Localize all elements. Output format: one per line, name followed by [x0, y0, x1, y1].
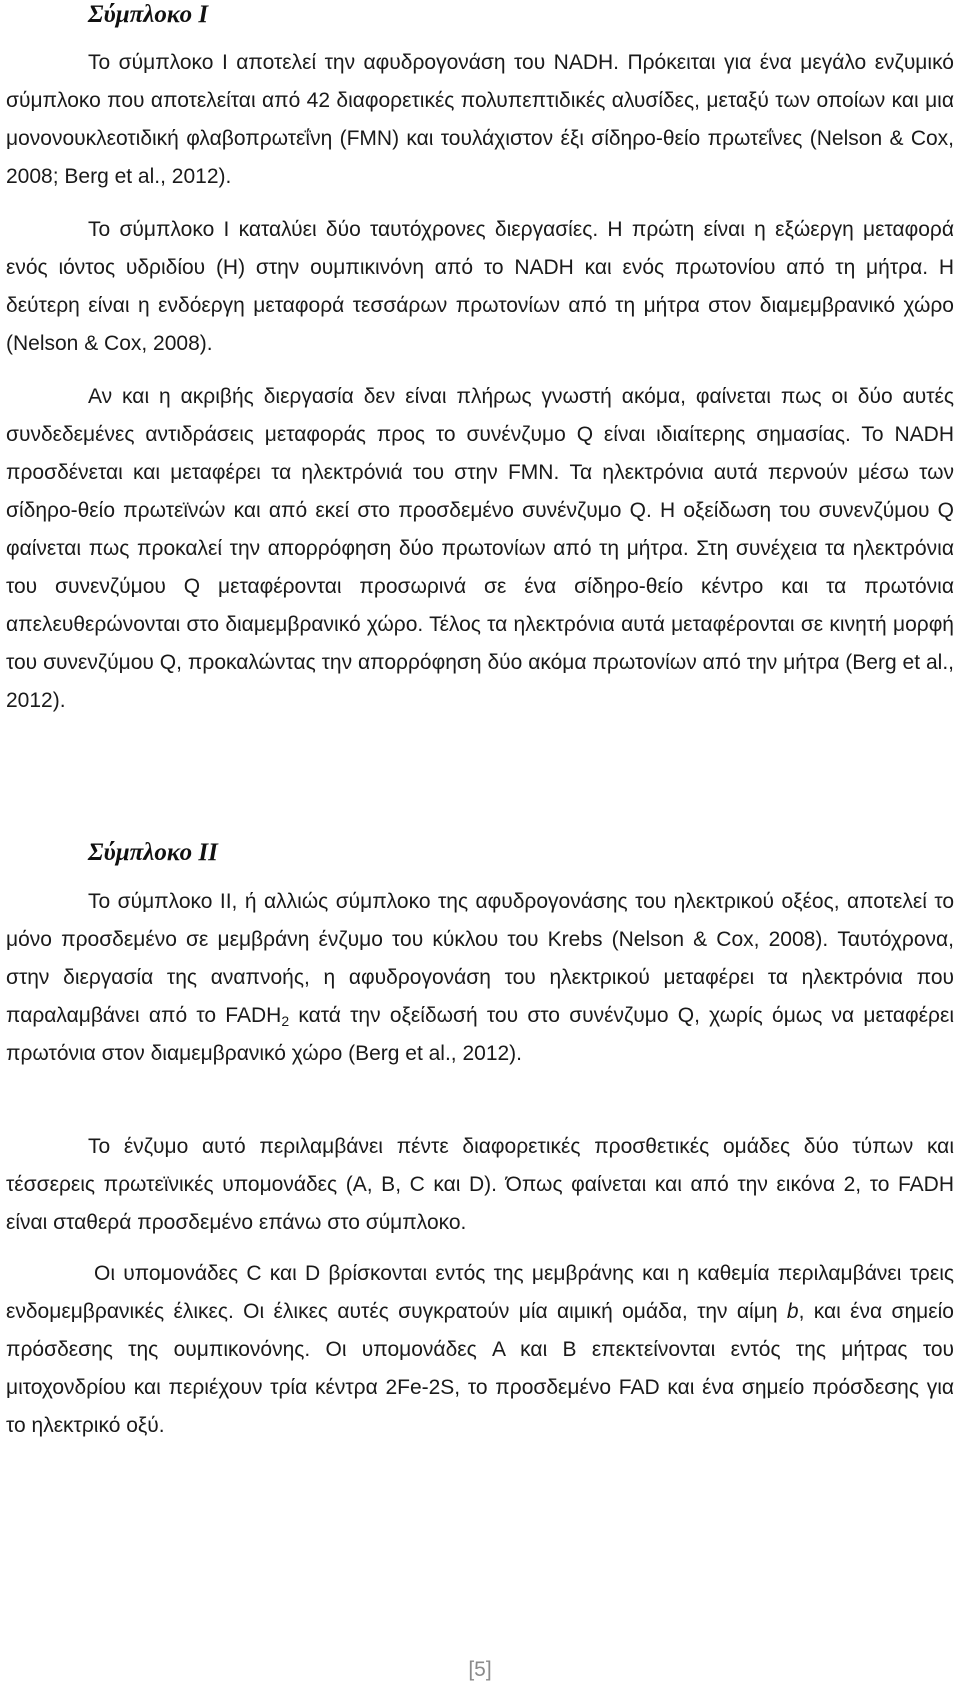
paragraph-text: Οι υπομονάδες C και D βρίσκονται εντός της μεμβράνης και η καθεμία περιλαμβάνει τρεις ενδομεμβρανικές έλικες. Οι έλικες αυτές συγκρατούν μία αιμική ομάδα, την αίμη	[6, 1262, 954, 1323]
paragraph-complex-2-intro	[6, 883, 954, 1073]
section-heading-complex-2: Σύμπλοκο ΙΙ	[88, 839, 218, 866]
paragraph-complex-2-structure	[6, 1255, 954, 1445]
paragraph-complex-1-processes: Το σύμπλοκο Ι καταλύει δύο ταυτόχρονες διεργασίες. Η πρώτη είναι η εξώεργη μεταφορά ενός ιόντος υδριδίου (Η) στην ουμπικινόνη από το NADH και ενός πρωτονίου από τη μήτρα. Η δεύτερη είναι η ενδόεργη μεταφορά τεσσάρων πρωτονίων από τη μήτρα στον διαμεμβρανικό χώρο (Nelson & Cox, 2008).	[6, 218, 954, 355]
page-number: [5]	[468, 1658, 492, 1681]
paragraph-complex-2-subunits: Το ένζυμο αυτό περιλαμβάνει πέντε διαφορετικές προσθετικές ομάδες δύο τύπων και τέσσερεις πρωτεϊνικές υπομονάδες (A, B, C και D). Όπως φαίνεται και από την εικόνα 2, το FADH είναι σταθερά προσδεμένο επάνω στο σύμπλοκο.	[6, 1135, 954, 1234]
italic-term: b	[786, 1300, 799, 1323]
paragraph-text: , και ένα σημείο πρόσδεσης της ουμπικονόνης. Οι υπομονάδες A και B επεκτείνονται εντός της μήτρας του μιτοχονδρίου και περιέχουν τρία κέντρα 2Fe-2S, το προσδεμένο FAD και ένα σημείο πρόσδεσης για το ηλεκτρικό οξύ.	[6, 1300, 954, 1437]
section-heading-complex-1: Σύμπλοκο Ι	[88, 1, 209, 28]
paragraph-text: Το σύμπλοκο ΙΙ, ή αλλιώς σύμπλοκο της αφυδρογονάσης του ηλεκτρικού οξέος, αποτελεί το μόνο προσδεμένο σε μεμβράνη ένζυμο του κύκλου του Krebs (Nelson & Cox, 2008). Ταυτόχρονα, στην διεργασία της αναπνοής, η αφυδρογονάση του ηλεκτρικού μεταφέρει τα ηλεκτρόνια που παραλαμβάνει από το FADH	[6, 890, 954, 1027]
paragraph-text: κατά την οξείδωσή του στο συνένζυμο Q, χωρίς όμως να μεταφέρει πρωτόνια στον διαμεμβρανικό χώρο (Berg et al., 2012).	[6, 1004, 954, 1065]
paragraph-complex-1-intro: Το σύμπλοκο Ι αποτελεί την αφυδρογονάση του NADH. Πρόκειται για ένα μεγάλο ενζυμικό σύμπλοκο που αποτελείται από 42 διαφορετικές πολυπεπτιδικές αλυσίδες, μεταξύ των οποίων και μια μονονουκλεοτιδική φλαβοπρωτεΐνη (FMN) και τουλάχιστον έξι σίδηρο-θείο πρωτεΐνες (Nelson & Cox, 2008; Berg et al., 2012).	[6, 51, 954, 188]
subscript-2: 2	[281, 1013, 290, 1029]
paragraph-complex-1-mechanism: Αν και η ακριβής διεργασία δεν είναι πλήρως γνωστή ακόμα, φαίνεται πως οι δύο αυτές συνδεδεμένες αντιδράσεις μεταφοράς προς το συνένζυμο Q είναι ιδιαίτερης σημασίας. Το NADH προσδένεται και μεταφέρει τα ηλεκτρόνιά του στην FMN. Τα ηλεκτρόνια αυτά περνούν μέσω των σίδηρο-θείο πρωτεϊνών και από εκεί στο προσδεμένο συνένζυμο Q. Η οξείδωση του συνενζύμου Q φαίνεται πως προκαλεί την απορρόφηση δύο πρωτονίων από τη μήτρα. Στη συνέχεια τα ηλεκτρόνια του συνενζύμου Q μεταφέρονται προσωρινά σε ένα σίδηρο-θείο κέντρο και τα πρωτόνια απελευθερώνονται στο διαμεμβρανικό χώρο. Τέλος τα ηλεκτρόνια αυτά μεταφέρονται σε κινητή μορφή του συνενζύμου Q, προκαλώντας την απορρόφηση δύο ακόμα πρωτονίων από την μήτρα (Berg et al., 2012).	[6, 385, 954, 712]
